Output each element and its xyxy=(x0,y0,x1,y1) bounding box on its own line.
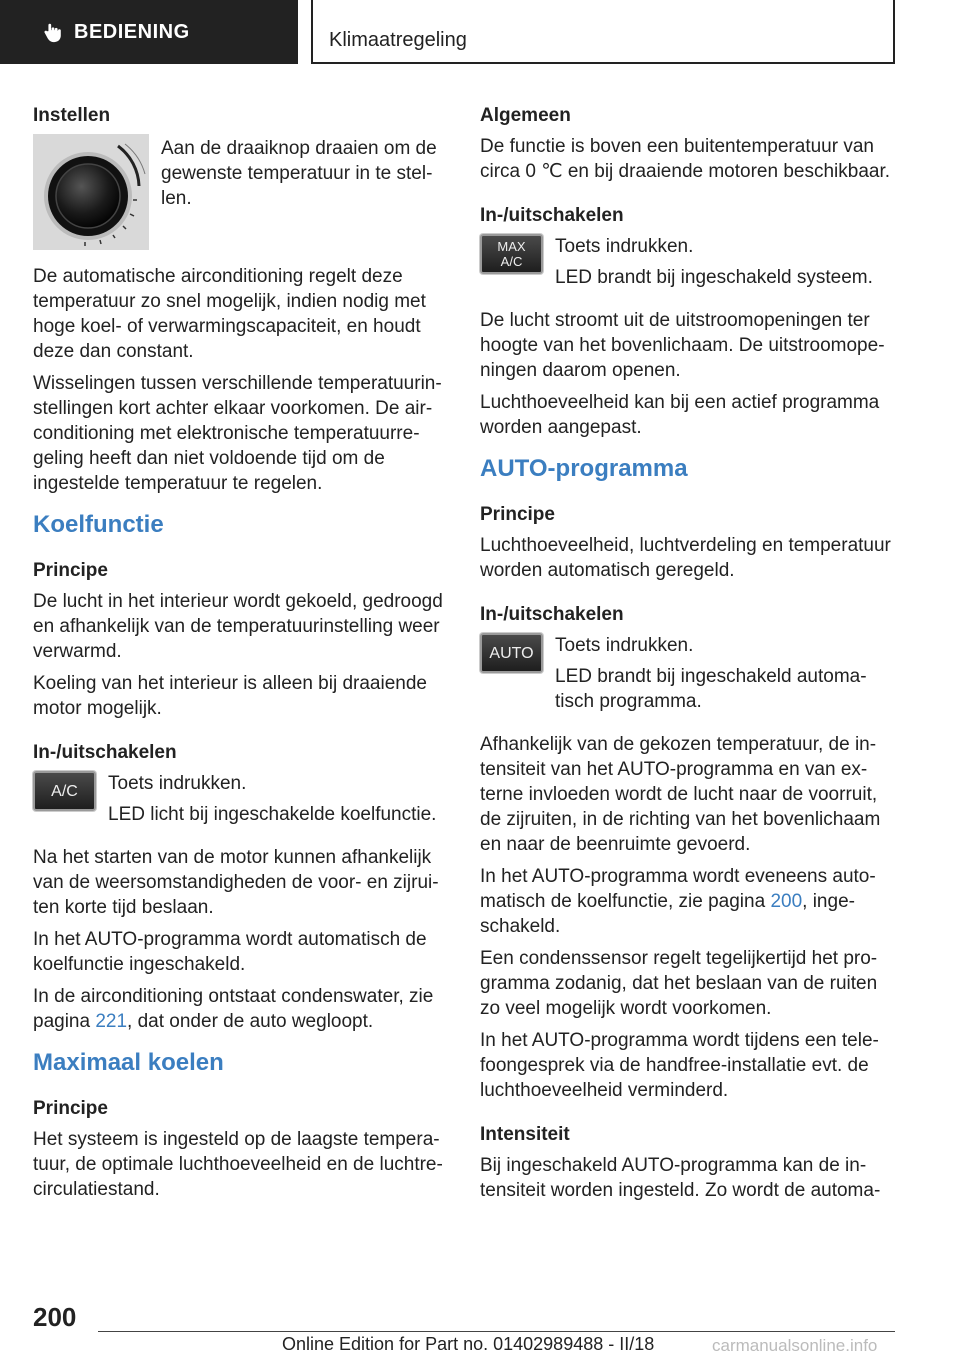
paragraph: Wisselingen tussen verschillende temperatuurin-stellingen kort achter elkaar voorkomen. De air-conditioning met elektronische temperatuurre-geling heeft dan niet voldoende tijd om de ingestelde temperatuur te regelen. xyxy=(33,373,442,494)
section-label: BEDIENING xyxy=(74,20,190,43)
paragraph: Luchthoeveelheid kan bij een actief programma worden aangepast. xyxy=(480,392,880,438)
edition-text: Online Edition for Part no. 01402989488 - II/18 xyxy=(282,1334,655,1354)
text: , inge-schakeld. xyxy=(480,891,855,937)
instruction-text: Toets indrukken. xyxy=(555,236,694,257)
ac-button-image: A/C xyxy=(33,771,96,811)
chapter-title: Klimaatregeling xyxy=(329,29,467,51)
led-text: LED brandt bij ingeschakeld automa-tisch programma. xyxy=(555,666,867,712)
heading-instellen: Instellen xyxy=(33,105,111,126)
instruction-text: Toets indrukken. xyxy=(555,635,694,656)
page-number: 200 xyxy=(33,1302,77,1332)
heading-in-uitschakelen: In-/uitschakelen xyxy=(480,604,624,625)
temperature-knob-image xyxy=(33,134,149,250)
paragraph xyxy=(33,984,449,1034)
max-label: MAX xyxy=(497,239,526,254)
led-text: LED brandt bij ingeschakeld systeem. xyxy=(555,267,873,288)
led-text: LED licht bij ingeschakelde koelfunctie. xyxy=(108,804,437,825)
max-ac-button-image xyxy=(480,234,543,274)
paragraph: In het AUTO-programma wordt automatisch de koelfunctie ingeschakeld. xyxy=(33,929,427,975)
paragraph xyxy=(480,864,900,939)
right-column xyxy=(480,103,900,1210)
page-link[interactable]: 200 xyxy=(770,891,803,912)
heading-intensiteit: Intensiteit xyxy=(480,1124,570,1145)
paragraph: In het AUTO-programma wordt tijdens een tele-foongesprek via de handfree-installatie evt. de luchthoeveelheid verminderd. xyxy=(480,1030,879,1101)
paragraph: Luchthoeveelheid, luchtverdeling en temperatuur worden automatisch geregeld. xyxy=(480,535,891,581)
rotary-knob-icon xyxy=(33,134,149,250)
section-tab xyxy=(0,0,298,64)
section-title-auto-programma: AUTO-programma xyxy=(480,455,688,482)
heading-principe: Principe xyxy=(33,560,108,581)
paragraph: Koeling van het interieur is alleen bij draaiende motor mogelijk. xyxy=(33,673,427,719)
paragraph: Een condenssensor regelt tegelijkertijd het pro-gramma zodanig, dat het beslaan van de ruiten zo veel mogelijk wordt voorkomen. xyxy=(480,948,878,1019)
hand-pointer-icon xyxy=(42,21,64,43)
page-link[interactable]: 221 xyxy=(95,1011,128,1032)
left-column xyxy=(33,103,449,1209)
paragraph: De automatische airconditioning regelt deze temperatuur zo snel mogelijk, indien nodig met hoge koel- of verwarmingscapaciteit, en houdt deze dan constant. xyxy=(33,266,426,362)
text: , dat onder de auto wegloopt. xyxy=(127,1011,374,1032)
auto-button-image: AUTO xyxy=(480,633,543,673)
heading-principe: Principe xyxy=(33,1098,108,1119)
heading-in-uitschakelen: In-/uitschakelen xyxy=(480,205,624,226)
heading-principe: Principe xyxy=(480,504,555,525)
paragraph: De lucht in het interieur wordt gekoeld, gedroogd en afhankelijk van de temperatuurinstelling weer verwarmd. xyxy=(33,591,443,662)
paragraph: Na het starten van de motor kunnen afhankelijk van de weersomstandigheden de voor- en zijrui-ten korte tijd beslaan. xyxy=(33,847,439,918)
heading-in-uitschakelen: In-/uitschakelen xyxy=(33,742,177,763)
paragraph: Afhankelijk van de gekozen temperatuur, de in-tensiteit van het AUTO-programma en van ex-terne invloeden wordt de lucht naar de voorruit, de zijruiten, in de richting van het bovenlichaam en naar de beenruimte gevoerd. xyxy=(480,734,881,855)
text: In het AUTO-programma wordt eveneens auto-matisch de koelfunctie, zie pagina xyxy=(480,866,876,912)
text: In de airconditioning ontstaat condenswater, zie pagina xyxy=(33,986,434,1032)
section-title-koelfunctie: Koelfunctie xyxy=(33,511,164,538)
heading-algemeen: Algemeen xyxy=(480,105,571,126)
ac-label: A/C xyxy=(500,254,523,269)
paragraph: Bij ingeschakeld AUTO-programma kan de in-tensiteit worden ingesteld. Zo wordt de automa- xyxy=(480,1155,881,1201)
section-title-maximaal-koelen: Maximaal koelen xyxy=(33,1049,224,1076)
chapter-header xyxy=(311,0,895,64)
watermark: carmanualsonline.info xyxy=(712,1336,878,1355)
instruction-text: Toets indrukken. xyxy=(108,773,247,794)
instellen-text: Aan de draaiknop draaien om de gewenste temperatuur in te stel-len. xyxy=(161,138,437,209)
paragraph: Het systeem is ingesteld op de laagste tempera-tuur, de optimale luchthoeveelheid en de luchtre-circulatiestand. xyxy=(33,1129,443,1200)
paragraph: De functie is boven een buitentemperatuur van circa 0 ℃ en bij draaiende motoren beschikbaar. xyxy=(480,136,891,182)
paragraph: De lucht stroomt uit de uitstroomopeningen ter hoogte van het bovenlichaam. De uitstroomope-ningen daarom openen. xyxy=(480,310,885,381)
footer-divider xyxy=(98,1331,895,1332)
